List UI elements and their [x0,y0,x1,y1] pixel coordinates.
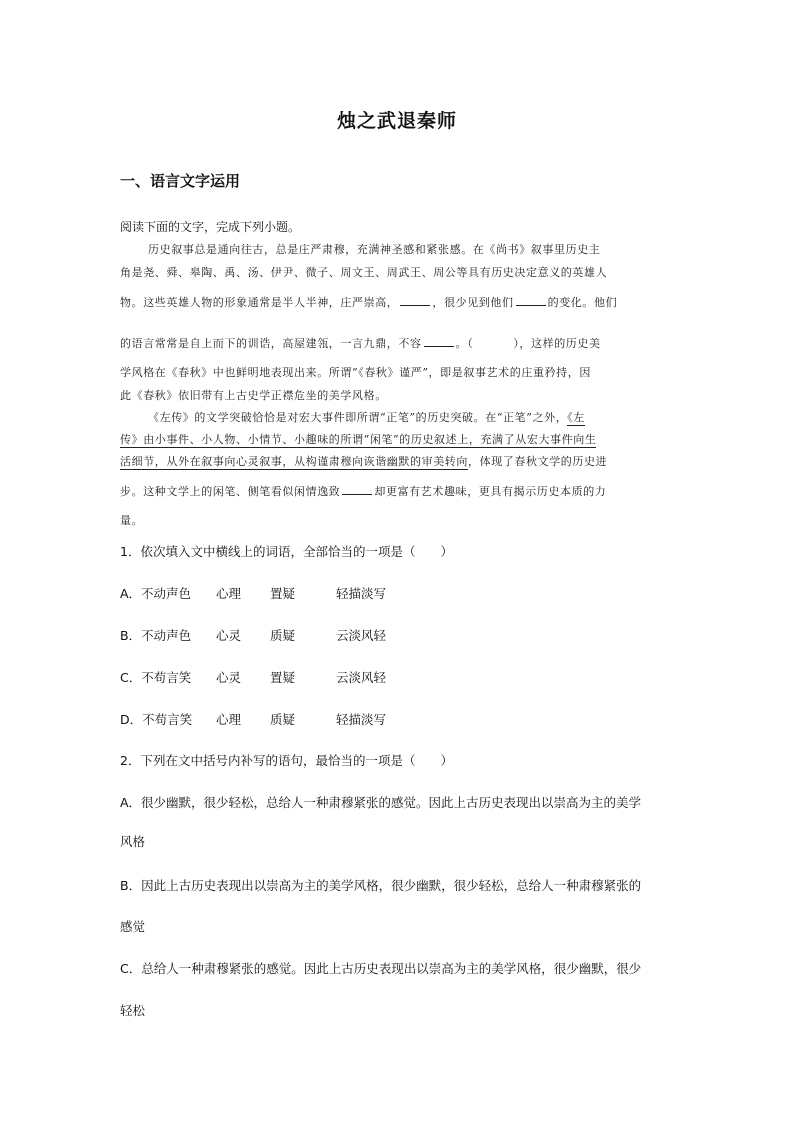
question-2-option-c[interactable]: C．总给人一种肃穆紧张的感觉。因此上古历史表现出以崇高为主的美学风格，很少幽默，很少 [120,961,642,976]
option-word: 轻描淡写 [336,712,387,727]
option-label: A．不动声色 [120,586,192,601]
section-heading: 一、语言文字运用 [120,172,241,190]
question-2-stem: 2．下列在文中括号内补写的语句，最恰当的一项是（ ） [120,753,453,768]
fill-blank-1 [400,295,430,306]
question-2-option-b[interactable]: B．因此上古历史表现出以崇高为主的美学风格，很少幽默，很少轻松，总给人一种肃穆紧张的 [120,878,642,893]
question-1-option-d[interactable] [120,710,386,728]
document-title: 烛之武退秦师 [336,110,457,132]
passage-text: ，很少见到他们 [432,296,514,309]
passage-text: 《左传》的文学突破恰恰是对宏大事件即所谓“正笔”的历史突破。在“正笔”之外， [148,411,568,424]
passage-line-10 [120,483,606,499]
underlined-text: 活细节，从外在叙事向心灵叙事，从构谨肃穆向诙谐幽默的审美转向 [120,455,468,468]
question-2-option-c-cont[interactable]: 轻松 [120,1003,146,1018]
option-label: D．不苟言笑 [120,712,193,727]
option-word: 质疑 [270,628,296,643]
question-1-option-b[interactable] [120,626,386,644]
passage-line-6: 此《春秋》依旧带有上古史学正襟危坐的美学风格。 [120,389,387,402]
question-2-option-a[interactable]: A．很少幽默，很少轻松，总给人一种肃穆紧张的感觉。因此上古历史表现出以崇高为主的美学 [120,795,642,810]
passage-line-11: 量。 [120,514,144,527]
option-label: C．不苟言笑 [120,670,192,685]
passage-line-9 [120,453,607,469]
question-2-option-a-cont[interactable]: 风格 [120,834,146,849]
question-2-option-b-cont[interactable]: 感觉 [120,919,146,934]
passage-text: 却更富有艺术趣味，更具有揭示历史本质的力 [374,485,607,498]
option-word: 置疑 [270,586,296,601]
underlined-text: 传》由小事件、小人物、小情节、小趣味的所谓“闲笔”的历史叙述上，充满了从宏大事件向生 [120,433,597,446]
option-word: 云淡风轻 [336,628,387,643]
passage-text: 物。这些英雄人物的形象通常是半人半神，庄严崇高， [120,296,399,309]
passage-text: 的变化。他们 [547,296,618,309]
passage-text: 的语言常常是自上而下的训诰，高屋建瓴，一言九鼎，不容 [120,337,422,350]
passage-line-4 [120,335,601,351]
option-word: 云淡风轻 [336,670,387,685]
passage-text: ，体现了春秋文学的历史进 [468,455,608,468]
underlined-text: 《左 [567,411,585,424]
option-word: 心灵 [216,670,242,685]
fill-blank-4 [342,484,372,495]
question-1-stem: 1．依次填入文中横线上的词语，全部恰当的一项是（ ） [120,544,453,559]
passage-line-2: 角是尧、舜、皋陶、禹、汤、伊尹、微子、周文王、周武王、周公等具有历史决定意义的英雄人 [120,266,608,279]
passage-text: 步。这种文学上的闲笔、侧笔看似闲情逸致 [120,485,341,498]
passage-line-7 [148,409,585,425]
passage-text: 。（ [455,337,474,350]
passage-line-5: 学风格在《春秋》中也鲜明地表现出来。所谓“《春秋》谨严”，即是叙事艺术的庄重矜持，因 [120,366,591,379]
option-word: 轻描淡写 [336,586,387,601]
option-word: 置疑 [270,670,296,685]
passage-text: ），这样的历史美 [513,337,601,350]
fill-blank-3 [424,336,454,347]
question-1-option-c[interactable] [120,668,386,686]
question-1-option-a[interactable] [120,584,386,602]
option-word: 心理 [216,712,242,727]
option-word: 心灵 [216,628,242,643]
passage-line-3 [120,294,617,310]
passage-line-8 [120,431,596,447]
passage-line-1: 历史叙事总是通向往古，总是庄严肃穆，充满神圣感和紧张感。在《尚书》叙事里历史主 [148,243,601,256]
reading-instruction: 阅读下面的文字，完成下列小题。 [120,220,301,234]
fill-blank-2 [516,295,546,306]
option-word: 心理 [216,586,242,601]
option-label: B．不动声色 [120,628,192,643]
option-word: 质疑 [270,712,296,727]
